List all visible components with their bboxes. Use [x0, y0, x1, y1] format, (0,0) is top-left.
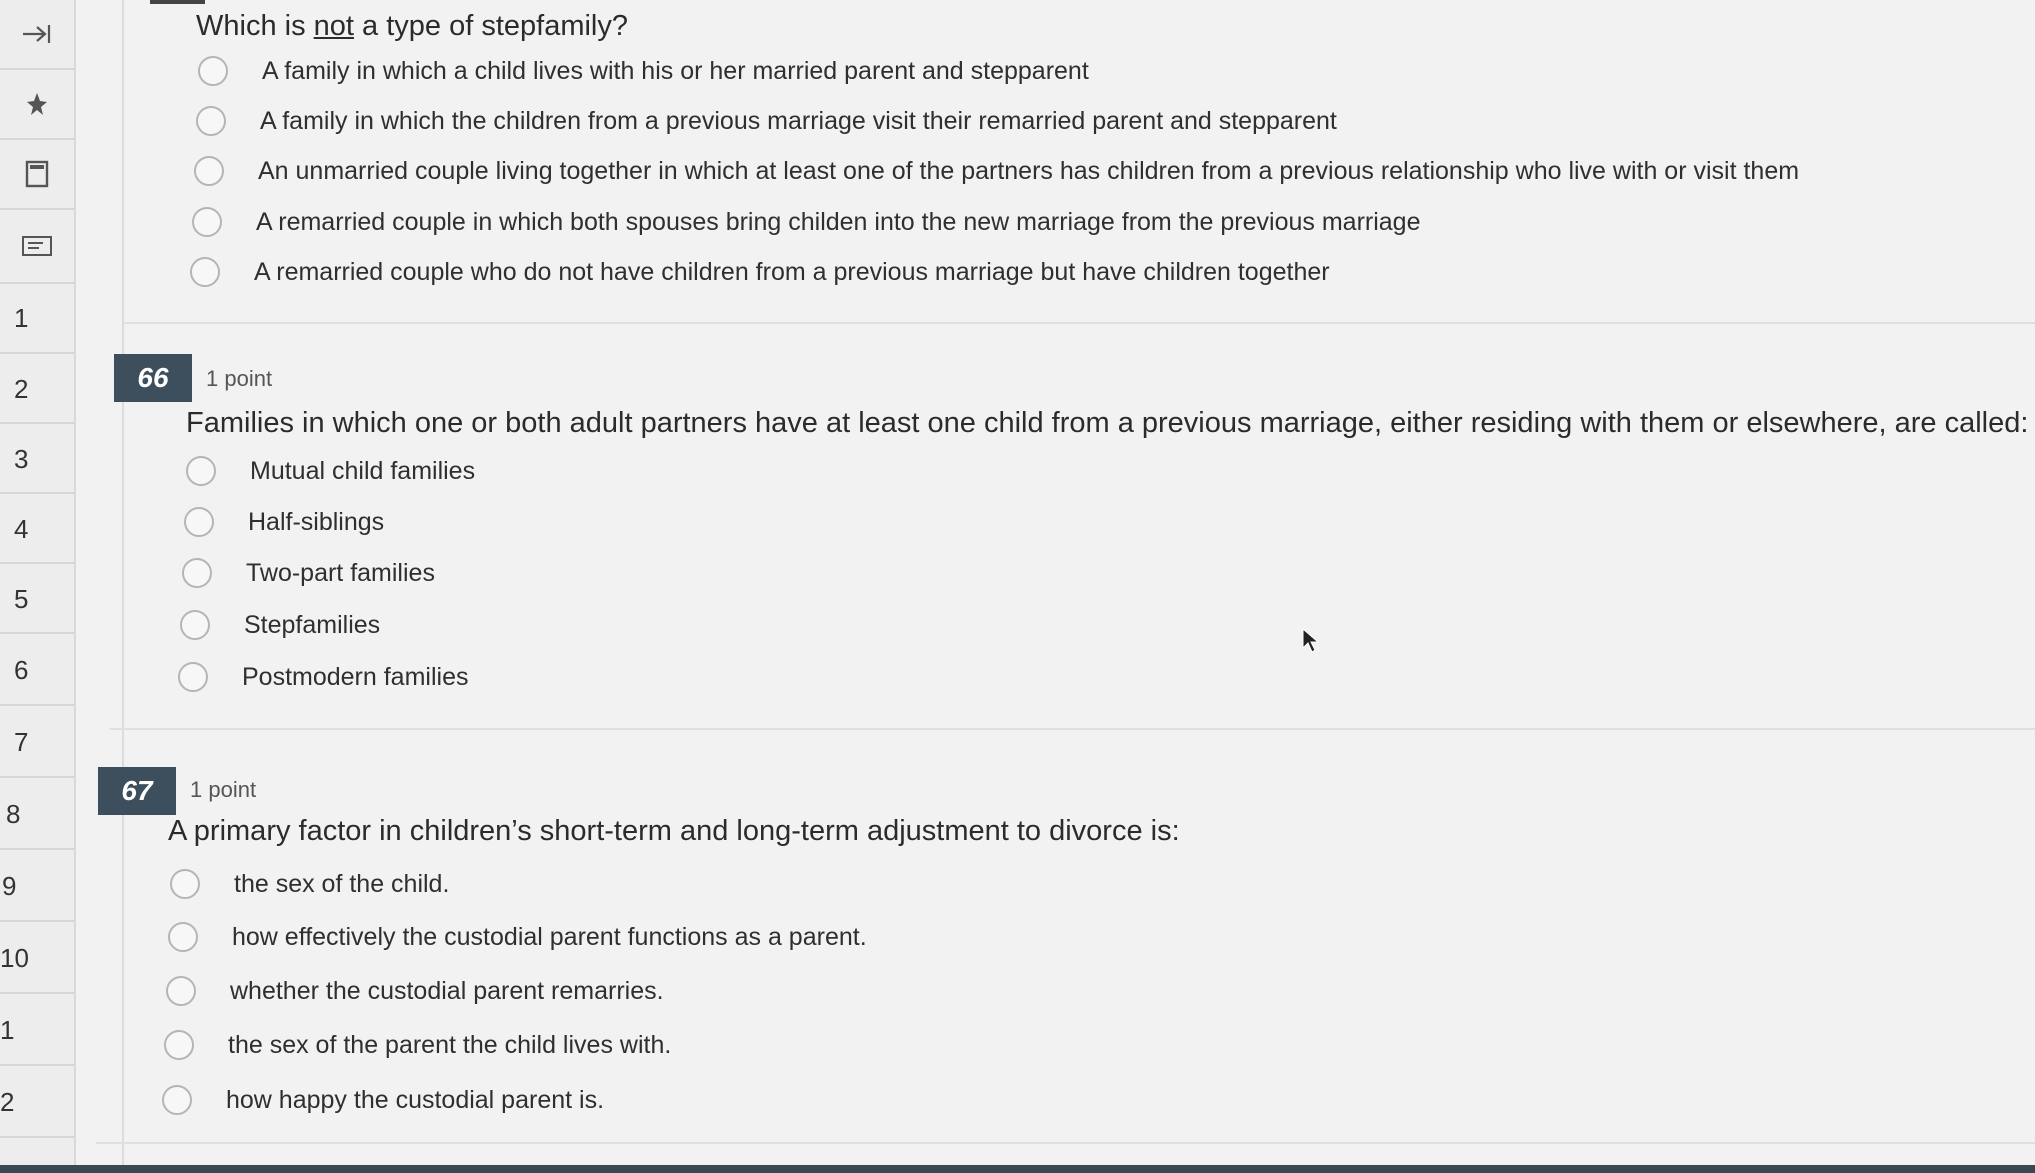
radio-button[interactable]: [168, 922, 198, 952]
collapse-arrow-icon: [21, 22, 53, 46]
bookmark-icon: [24, 159, 50, 189]
bookmark-button[interactable]: [0, 140, 74, 210]
nav-question-4[interactable]: 4: [0, 496, 74, 564]
section-divider: [124, 322, 2035, 324]
radio-button[interactable]: [166, 976, 196, 1006]
radio-button[interactable]: [164, 1030, 194, 1060]
question-number-badge: 67: [98, 767, 176, 815]
question-nav-rail: [0, 0, 76, 1173]
radio-button[interactable]: [192, 207, 222, 237]
notes-icon: [21, 234, 53, 258]
nav-question-1[interactable]: 1: [0, 284, 74, 354]
question-prompt: A primary factor in children’s short-term and long-term adjustment to divorce is:: [168, 815, 1180, 847]
question-prompt: Which is not a type of stepfamily?: [196, 10, 628, 42]
radio-button[interactable]: [196, 106, 226, 136]
nav-question-3[interactable]: 3: [0, 426, 74, 494]
radio-button[interactable]: [162, 1085, 192, 1115]
nav-question-5[interactable]: 5: [0, 566, 74, 634]
question-points: 1 point: [190, 777, 257, 802]
pin-icon: [24, 91, 50, 117]
radio-button[interactable]: [190, 257, 220, 287]
answer-option[interactable]: Half-siblings: [184, 502, 384, 542]
radio-button[interactable]: [186, 456, 216, 486]
notes-button[interactable]: [0, 210, 74, 284]
bottom-bar: [0, 1165, 2035, 1173]
section-divider: [96, 1142, 2035, 1144]
nav-question-2[interactable]: 2: [0, 356, 74, 424]
nav-question-8[interactable]: 8: [0, 780, 74, 850]
answer-option[interactable]: Stepfamilies: [180, 605, 380, 645]
answer-option[interactable]: how happy the custodial parent is.: [162, 1080, 604, 1120]
radio-button[interactable]: [180, 610, 210, 640]
radio-button[interactable]: [194, 156, 224, 186]
radio-button[interactable]: [170, 869, 200, 899]
top-strip: [150, 0, 205, 4]
nav-question-6[interactable]: 6: [0, 636, 74, 706]
pin-button[interactable]: [0, 70, 74, 140]
question-prompt: Families in which one or both adult partners have at least one child from a previous marriage, either residing with them or elsewhere, are called:: [186, 407, 2029, 439]
answer-option[interactable]: how effectively the custodial parent functions as a parent.: [168, 917, 867, 957]
answer-option[interactable]: A remarried couple in which both spouses bring childen into the new marriage from the previous marriage: [192, 202, 1421, 242]
radio-button[interactable]: [198, 56, 228, 86]
radio-button[interactable]: [182, 558, 212, 588]
nav-question-12[interactable]: 2: [0, 1068, 74, 1138]
radio-button[interactable]: [178, 662, 208, 692]
answer-option[interactable]: Postmodern families: [178, 657, 468, 697]
answer-option[interactable]: An unmarried couple living together in which at least one of the partners has children from a previous relationship who live with or visit them: [194, 151, 1799, 191]
section-divider: [110, 728, 2035, 730]
answer-option[interactable]: A family in which the children from a previous marriage visit their remarried parent and stepparent: [196, 101, 1337, 141]
answer-option[interactable]: A family in which a child lives with his or her married parent and stepparent: [198, 51, 1089, 91]
nav-question-7[interactable]: 7: [0, 708, 74, 778]
answer-option[interactable]: Mutual child families: [186, 451, 475, 491]
answer-option[interactable]: the sex of the child.: [170, 864, 449, 904]
nav-question-10[interactable]: 10: [0, 924, 74, 994]
content-divider: [122, 0, 124, 1173]
question-points: 1 point: [206, 366, 273, 391]
collapse-nav-button[interactable]: [0, 0, 74, 70]
answer-option[interactable]: Two-part families: [182, 553, 435, 593]
answer-option[interactable]: the sex of the parent the child lives with.: [164, 1025, 671, 1065]
question-number-badge: 66: [114, 354, 192, 402]
nav-question-9[interactable]: 9: [0, 852, 74, 922]
mouse-cursor-icon: [1302, 628, 1320, 659]
answer-option[interactable]: whether the custodial parent remarries.: [166, 971, 664, 1011]
answer-option[interactable]: A remarried couple who do not have children from a previous marriage but have children together: [190, 252, 1330, 292]
radio-button[interactable]: [184, 507, 214, 537]
nav-question-11[interactable]: 1: [0, 996, 74, 1066]
